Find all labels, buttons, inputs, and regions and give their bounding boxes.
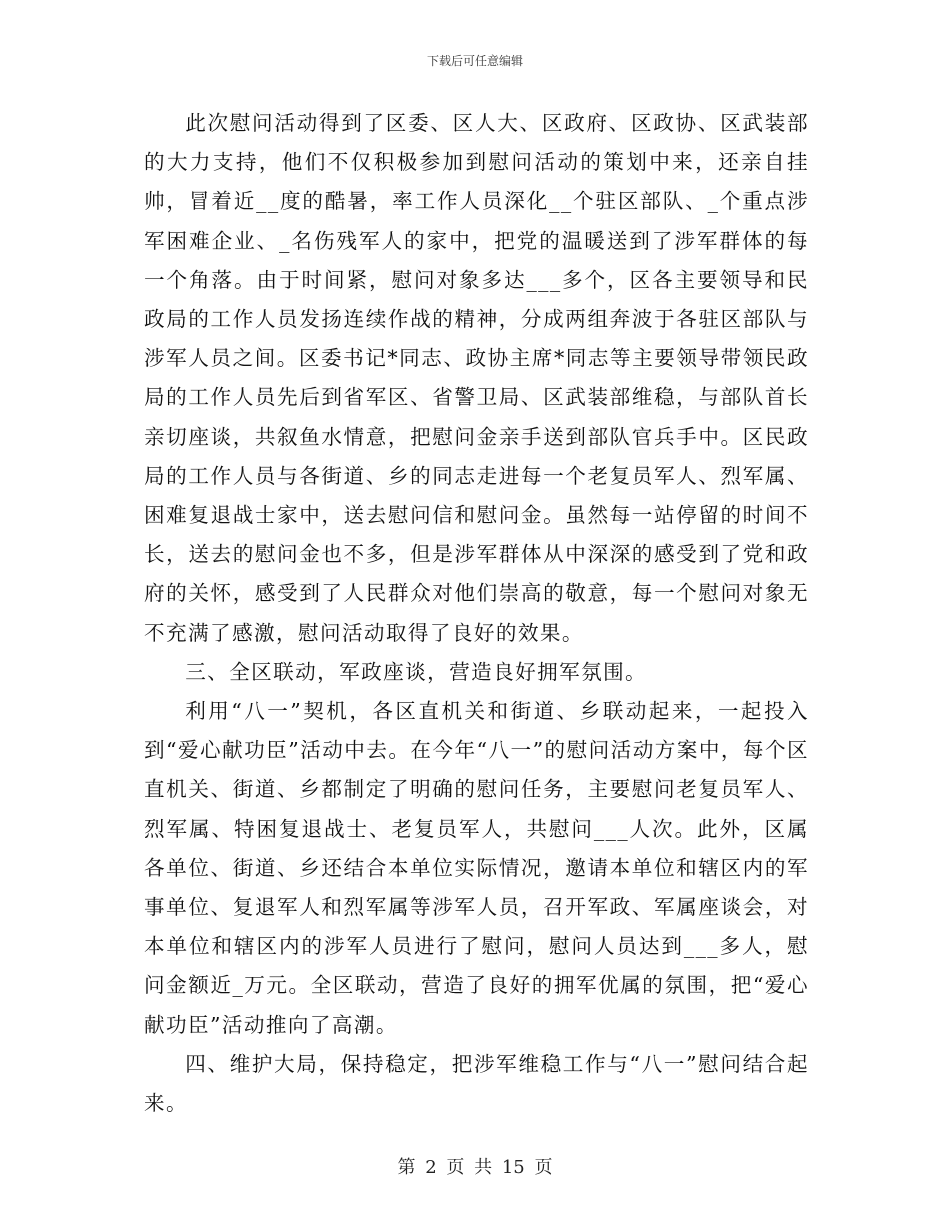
page-header: 下载后可任意编辑 [426, 54, 523, 68]
document-body [144, 104, 809, 1123]
paragraph-joint-action: 利用“八一”契机，各区直机关和街道、乡联动起来，一起投入到“爱心献功臣”活动中去。在今年“八一”的慰问活动方案中，每个区直机关、街道、乡都制定了明确的慰问任务，主要慰问老复员军人、烈军属、特困复退战士、老复员军人，共慰问___人次。此外，区属各单位、街道、乡还结合本单位实际情况，邀请本单位和辖区内的军事单位、复退军人和烈军属等涉军人员，召开军政、军属座谈会，对本单位和辖区内的涉军人员进行了慰问，慰问人员达到___多人，慰问金额近_万元。全区联动，营造了良好的拥军优属的氛围，把“爱心献功臣”活动推向了高潮。 [144, 699, 809, 1037]
section-heading-three: 三、全区联动，军政座谈，营造良好拥军氛围。 [185, 659, 648, 684]
section-heading-four: 四、维护大局，保持稳定，把涉军维稳工作与“八一”慰问结合起来。 [144, 1051, 809, 1116]
page-number-footer: 第 2 页 共 15 页 [397, 1157, 553, 1178]
paragraph-support: 此次慰问活动得到了区委、区人大、区政府、区政协、区武装部的大力支持，他们不仅积极参加到慰问活动的策划中来，还亲自挂帅，冒着近__度的酷暑，率工作人员深化__个驻区部队、_个重点涉军困难企业、_名伤残军人的家中，把党的温暖送到了涉军群体的每一个角落。由于时间紧，慰问对象多达___多个，区各主要领导和民政局的工作人员发扬连续作战的精神，分成两组奔波于各驻区部队与涉军人员之间。区委书记*同志、政协主席*同志等主要领导带领民政局的工作人员先后到省军区、省警卫局、区武装部维稳，与部队首长亲切座谈，共叙鱼水情意，把慰问金亲手送到部队官兵手中。区民政局的工作人员与各街道、乡的同志走进每一个老复员军人、烈军属、困难复退战士家中，送去慰问信和慰问金。虽然每一站停留的时间不长，送去的慰问金也不多，但是涉军群体从中深深的感受到了党和政府的关怀，感受到了人民群众对他们崇高的敬意，每一个慰问对象无不充满了感激，慰问活动取得了良好的效果。 [144, 111, 809, 645]
